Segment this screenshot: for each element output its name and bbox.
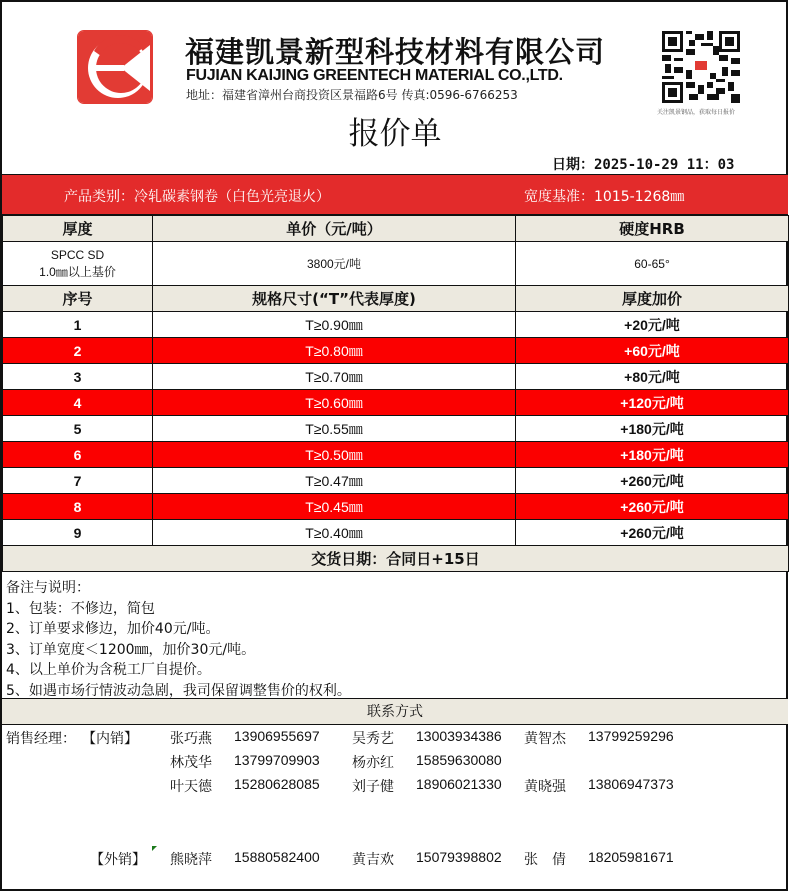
- row-no: 8: [3, 494, 153, 520]
- note-item: 3、订单宽度＜1200㎜，加价30元/吨。: [6, 641, 256, 658]
- delivery-row: [3, 546, 789, 572]
- notes-section: [2, 571, 788, 699]
- base-grade: SPCC SD: [50, 247, 105, 262]
- contact-name: 刘子健: [352, 778, 394, 794]
- row-no: 4: [3, 390, 153, 416]
- contact-name: 张 倩: [524, 851, 566, 867]
- quote-date: 日期：2025-10-29 11：03: [552, 157, 735, 173]
- row-no: 7: [3, 468, 153, 494]
- contact-name: 叶天德: [170, 778, 212, 794]
- contact-phone: 18205981671: [588, 849, 674, 865]
- header-no: 序号: [3, 286, 153, 312]
- contact-header: 联系方式: [2, 699, 788, 725]
- table-row: [3, 390, 789, 416]
- row-surcharge: +260元/吨: [516, 520, 789, 546]
- row-spec: T≥0.60㎜: [153, 390, 516, 416]
- contact-name: 杨亦红: [352, 754, 394, 770]
- row-no: 9: [3, 520, 153, 546]
- note-item: 1、包装：不修边，简包: [6, 600, 155, 617]
- contact-phone: 13799709903: [234, 752, 320, 768]
- product-category: 产品类别：冷轧碳素钢卷（白色光亮退火）: [64, 189, 330, 205]
- header-hardness: 硬度HRB: [516, 216, 789, 242]
- row-no: 5: [3, 416, 153, 442]
- row-spec: T≥0.80㎜: [153, 338, 516, 364]
- width-basis: 宽度基准：1015-1268㎜: [524, 189, 685, 205]
- contact-phone: 15079398802: [416, 849, 502, 865]
- row-no: 3: [3, 364, 153, 390]
- contact-name: 林茂华: [170, 754, 212, 770]
- row-spec: T≥0.55㎜: [153, 416, 516, 442]
- contact-name: 黄晓强: [524, 778, 566, 794]
- base-grade-cell: [3, 242, 153, 286]
- cell-comment-marker-icon: [152, 846, 157, 851]
- contact-name: 黄吉欢: [352, 851, 394, 867]
- row-spec: T≥0.70㎜: [153, 364, 516, 390]
- delivery-date: 交货日期：合同日+15日: [3, 546, 789, 572]
- notes-title: 备注与说明：: [6, 580, 90, 596]
- contact-phone: 18906021330: [416, 776, 502, 792]
- row-surcharge: +120元/吨: [516, 390, 789, 416]
- row-spec: T≥0.50㎜: [153, 442, 516, 468]
- product-band: [2, 174, 788, 215]
- row-spec: T≥0.47㎜: [153, 468, 516, 494]
- row-surcharge: +260元/吨: [516, 468, 789, 494]
- qr-code-icon: [662, 31, 740, 103]
- header-surcharge: 厚度加价: [516, 286, 789, 312]
- sales-manager-label: 销售经理：: [6, 730, 76, 746]
- table-row: [3, 468, 789, 494]
- row-surcharge: +80元/吨: [516, 364, 789, 390]
- contacts-section: [2, 725, 788, 891]
- page-title: 报价单: [348, 116, 442, 152]
- company-name-en: FUJIAN KAIJING GREENTECH MATERIAL CO.,LTD.: [186, 67, 563, 84]
- base-grade-note: 1.0㎜以上基价: [39, 264, 116, 279]
- contact-phone: 15859630080: [416, 752, 502, 768]
- contact-phone: 15880582400: [234, 849, 320, 865]
- company-name-cn: 福建凯景新型科技材料有限公司: [185, 35, 606, 69]
- table-row: [3, 364, 789, 390]
- row-no: 1: [3, 312, 153, 338]
- domestic-sales-label: 【内销】: [82, 730, 138, 746]
- note-item: 5、如遇市场行情波动急剧，我司保留调整售价的权利。: [6, 682, 351, 699]
- row-surcharge: +260元/吨: [516, 494, 789, 520]
- base-price: 3800元/吨: [153, 242, 516, 286]
- contact-phone: 13906955697: [234, 728, 320, 744]
- contact-name: 张巧燕: [170, 730, 212, 746]
- table-row: [3, 494, 789, 520]
- table-row: [3, 338, 789, 364]
- contact-phone: 13003934386: [416, 728, 502, 744]
- row-spec: T≥0.90㎜: [153, 312, 516, 338]
- row-surcharge: +60元/吨: [516, 338, 789, 364]
- company-address: 地址：福建省漳州台商投资区景福路6号 传真:0596-6766253: [186, 88, 518, 102]
- contact-name: 熊晓萍: [170, 851, 212, 867]
- contact-phone: 15280628085: [234, 776, 320, 792]
- contact-name: 黄智杰: [524, 730, 566, 746]
- note-item: 2、订单要求修边，加价40元/吨。: [6, 621, 220, 637]
- price-table: [2, 215, 789, 572]
- contact-name: 吴秀艺: [352, 730, 394, 746]
- table-row: [3, 312, 789, 338]
- header-spec: 规格尺寸(“T”代表厚度): [153, 286, 516, 312]
- row-surcharge: +180元/吨: [516, 416, 789, 442]
- table-row: [3, 416, 789, 442]
- header-unit-price: 单价（元/吨）: [153, 216, 516, 242]
- row-no: 2: [3, 338, 153, 364]
- table-row: [3, 442, 789, 468]
- contact-phone: 13799259296: [588, 728, 674, 744]
- spec-header-row: [3, 286, 789, 312]
- header-thickness: 厚度: [3, 216, 153, 242]
- row-no: 6: [3, 442, 153, 468]
- row-surcharge: +180元/吨: [516, 442, 789, 468]
- base-hardness: 60-65°: [516, 242, 789, 286]
- export-sales-label: 【外销】: [90, 851, 146, 867]
- qr-caption: 关注凯景钢品，获取每日报价: [657, 109, 736, 116]
- table-row: [3, 520, 789, 546]
- base-header-row: [3, 216, 789, 242]
- note-item: 4、以上单价为含税工厂自提价。: [6, 662, 211, 678]
- row-surcharge: +20元/吨: [516, 312, 789, 338]
- row-spec: T≥0.45㎜: [153, 494, 516, 520]
- contact-phone: 13806947373: [588, 776, 674, 792]
- kaijing-logo-icon: [77, 30, 153, 104]
- row-spec: T≥0.40㎜: [153, 520, 516, 546]
- base-price-row: [3, 242, 789, 286]
